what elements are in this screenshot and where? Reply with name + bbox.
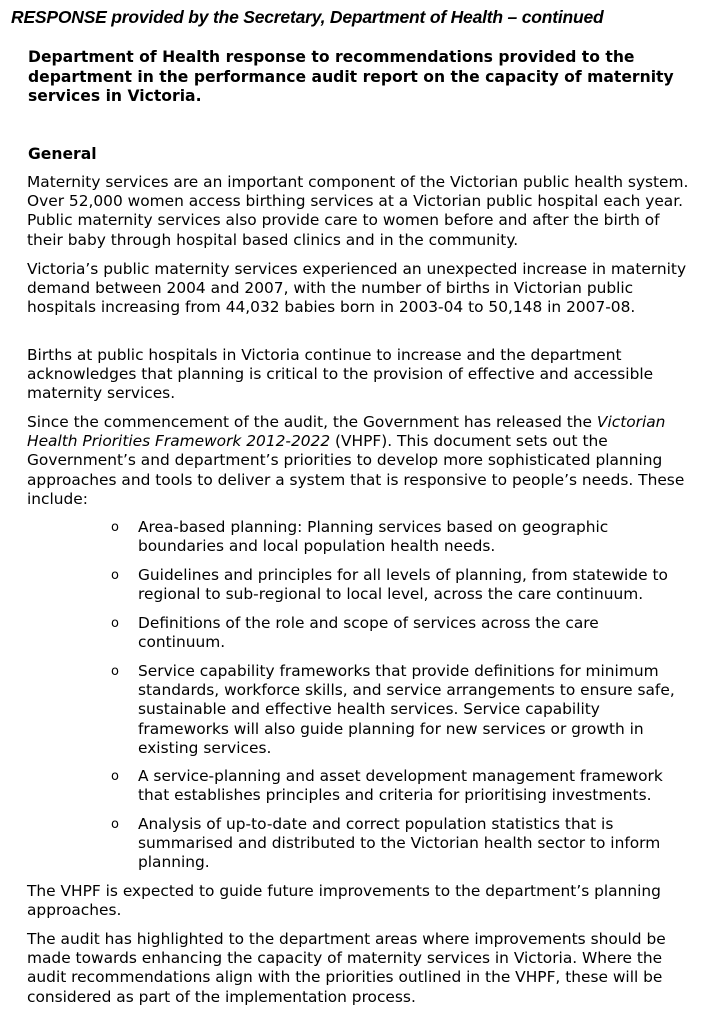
paragraph-audit-alignment: The audit has highlighted to the department areas where improvements should be made towards enhancing the capacity of maternity services in Victoria. Where the audit recommendations align with the priorities outlined in the VHPF, these will be considered as part of the implementation process. — [27, 930, 666, 1006]
list-item — [111, 566, 686, 604]
bullet-circle-icon: o — [111, 616, 119, 631]
section-heading-general: General — [28, 145, 97, 163]
paragraph-vhpf-intro — [27, 413, 699, 509]
bullet-circle-icon: o — [111, 520, 119, 535]
list-item — [111, 767, 686, 805]
vhpf-intro-text: Since the commencement of the audit, the Government has released the — [27, 413, 597, 431]
paragraph-births-increase: Births at public hospitals in Victoria continue to increase and the department acknowledges that planning is critical to the provision of effective and accessible maternity services. — [27, 346, 654, 403]
running-head: RESPONSE provided by the Secretary, Department of Health – continued — [11, 7, 604, 27]
vhpf-intro-text-continued: (VHPF). This document sets out the Government’s and department’s priorities to develop more sophisticated planning approaches and tools to deliver a system that is responsive to people’s needs. These include: — [27, 432, 685, 508]
list-item-text: A service-planning and asset development management framework that establishes principles and criteria for prioritising investments. — [138, 767, 663, 805]
list-item — [111, 518, 686, 556]
bullet-circle-icon: o — [111, 568, 119, 583]
list-item-text: Area-based planning: Planning services based on geographic boundaries and local population health needs. — [138, 518, 609, 556]
paragraph-demand-increase: Victoria’s public maternity services experienced an unexpected increase in maternity demand between 2004 and 2007, with the number of births in Victorian public hospitals increasing from 44,032 babies born in 2003-04 to 50,148 in 2007-08. — [27, 260, 687, 317]
list-item — [111, 662, 686, 758]
document-title: Department of Health response to recommendations provided to the department in the performance audit report on the capacity of maternity services in Victoria. — [28, 48, 674, 105]
list-item-text: Service capability frameworks that provide definitions for minimum standards, workforce skills, and service arrangements to ensure safe, sustainable and effective health services. Service capability frameworks will also guide planning for new services or growth in existing services. — [138, 662, 675, 757]
bullet-circle-icon: o — [111, 664, 119, 679]
list-item-text: Guidelines and principles for all levels of planning, from statewide to regional to sub-regional to local level, across the care continuum. — [138, 566, 668, 604]
list-item — [111, 614, 686, 652]
bullet-circle-icon: o — [111, 769, 119, 784]
list-item-text: Analysis of up-to-date and correct population statistics that is summarised and distributed to the Victorian health sector to inform planning. — [138, 815, 661, 872]
bullet-circle-icon: o — [111, 817, 119, 832]
list-item-text: Definitions of the role and scope of services across the care continuum. — [138, 614, 599, 652]
paragraph-maternity-overview: Maternity services are an important component of the Victorian public health system. Over 52,000 women access birthing services at a Victorian public hospital each year. Public maternity services also provide care to women before and after the birth of their baby through hospital based clinics and in the community. — [27, 173, 689, 249]
vhpf-framework-title: Victorian Health Priorities Framework 2012-2022 — [27, 413, 666, 451]
list-item — [111, 815, 686, 873]
paragraph-vhpf-guidance: The VHPF is expected to guide future improvements to the department’s planning approaches. — [27, 882, 661, 920]
